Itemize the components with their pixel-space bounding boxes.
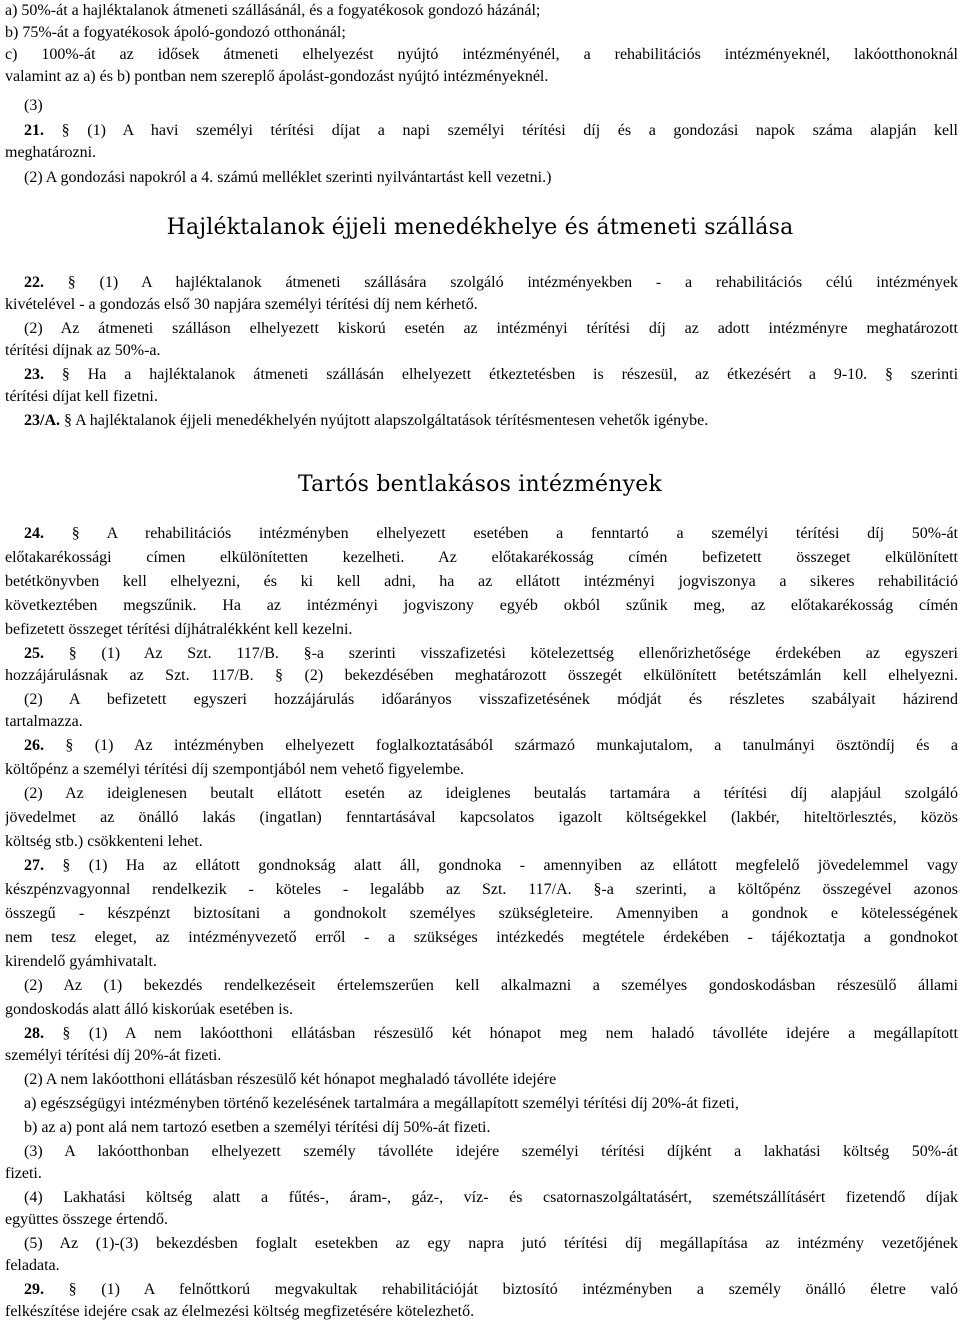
text-line: költőpénz a személyi térítési díj szempontjából nem vehető figyelembe. <box>5 761 464 778</box>
paragraph-26 <box>24 735 958 757</box>
text-line: a) 50%-át a hajléktalanok átmeneti szállásánál, és a fogyatékosok gondozó házánál; <box>5 2 541 19</box>
text-line: (2) A gondozási napokról a 4. számú melléklet szerinti nyilvántartást kell vezetni.) <box>24 169 552 186</box>
text-line: c) 100%-át az idősek átmeneti elhelyezést nyújtó intézményénél, a rehabilitációs intézményeknél, lakóotthonoknál <box>5 46 958 63</box>
text-line: térítési díjat kell fizetni. <box>5 388 158 405</box>
text-line: (5) Az (1)-(3) bekezdésben foglalt esetekben az egy napra jutó térítési díj megállapítása az intézmény vezetőjének <box>24 1235 958 1252</box>
text-line: hozzájárulásnak az Szt. 117/B. § (2) bekezdésében meghatározott összegét elkülönített betétszámlán kell elhelyezni. <box>5 667 958 684</box>
text-line: előtakarékossági címen elkülönítetten kezelheti. Az előtakarékosság címén befizetett összeget elkülönített <box>5 549 958 566</box>
paragraph-22 <box>24 272 958 294</box>
text-span: § (1) Az intézményben elhelyezett foglalkoztatásából származó munkajutalom, a tanulmányi ösztöndíj és a <box>65 737 958 754</box>
text-span: § (1) A felnőttkorú megvakultak rehabilitációját biztosító intézményben a személy önálló életre való <box>68 1281 958 1298</box>
section-number: 26. <box>24 737 44 754</box>
text-span: § (1) A nem lakóotthoni ellátásban részesülő két hónapot meg nem haladó távolléte idejére a megállapított <box>62 1025 958 1042</box>
paragraph-28 <box>24 1023 958 1045</box>
text-line: (2) Az ideiglenesen beutalt ellátott esetén az ideiglenes beutalás tartamára a térítési díj alapjául szolgáló <box>24 785 958 802</box>
section-number: 27. <box>24 857 44 874</box>
text-line: nem tesz eleget, az intézményvezető erről - a szükséges intézkedés megtétele érdekében - tájékoztatja a gondnokot <box>5 929 958 946</box>
text-line: (4) Lakhatási költség alatt a fűtés-, áram-, gáz-, víz- és csatornaszolgáltatásért, szemétszállításért fizetendő díjak <box>24 1189 958 1206</box>
paragraph-23 <box>24 364 958 386</box>
text-span: § Ha a hajléktalanok átmeneti szállásán elhelyezett étkeztetésben is részesül, az étkezésért a 9-10. § szerinti <box>61 366 958 383</box>
section-number: 23/A. <box>24 412 60 429</box>
text-line: b) az a) pont alá nem tartozó esetben a személyi térítési díj 50%-át fizeti. <box>24 1119 491 1136</box>
paragraph-29 <box>24 1279 958 1301</box>
text-line: befizetett összeget térítési díjhátralékként kell kezelni. <box>5 621 353 638</box>
paragraph-24 <box>24 523 958 545</box>
text-line: (3) <box>24 97 43 114</box>
text-line: a) egészségügyi intézményben történő kezelésének tartalmára a megállapított személyi térítési díj 20%-át fizeti, <box>24 1095 739 1112</box>
section-number: 25. <box>24 645 44 662</box>
text-line: költség stb.) csökkenteni lehet. <box>5 833 203 850</box>
section-heading: Hajléktalanok éjjeli menedékhelye és átmeneti szállása <box>166 215 794 240</box>
text-line: valamint az a) és b) pontban nem szereplő ápolást-gondozást nyújtó intézményeknél. <box>5 68 549 85</box>
text-line: kirendelő gyámhivatalt. <box>5 953 157 970</box>
text-line: meghatározni. <box>5 144 97 161</box>
text-line: gondoskodás alatt álló kiskorúak esetében is. <box>5 1001 293 1018</box>
section-number: 23. <box>24 366 44 383</box>
paragraph-21 <box>24 120 958 142</box>
section-number: 28. <box>24 1025 44 1042</box>
text-line: fizeti. <box>5 1165 42 1182</box>
text-span: § (1) Ha az ellátott gondnokság alatt áll, gondnoka - amennyiben az ellátott megfelelő jövedelemmel vagy <box>62 857 958 874</box>
paragraph-25 <box>24 643 958 665</box>
section-number: 22. <box>24 274 44 291</box>
text-line: b) 75%-át a fogyatékosok ápoló-gondozó otthonánál; <box>5 24 346 41</box>
text-line: (2) A nem lakóotthoni ellátásban részesülő két hónapot meghaladó távolléte idejére <box>24 1071 557 1088</box>
text-span: § (1) A hajléktalanok átmeneti szállására szolgáló intézményekben - a rehabilitációs célú intézmények <box>67 274 958 291</box>
text-span: § (1) A havi személyi térítési díjat a napi személyi térítési díj és a gondozási napok száma alapján kell <box>61 122 958 139</box>
text-line: (3) A lakóotthonban elhelyezett személy távolléte idejére személyi térítési díjként a lakhatási költség 50%-át <box>24 1143 958 1160</box>
text-line: (2) Az (1) bekezdés rendelkezéseit értelemszerűen kell alkalmazni a személyes gondoskodásban részesülő állami <box>24 977 958 994</box>
paragraph-27 <box>24 855 958 877</box>
section-number: 24. <box>24 525 44 542</box>
text-line: felkészítése idejére csak az élelmezési költség megfizetésére kötelezhető. <box>5 1303 475 1320</box>
text-line: személyi térítési díj 20%-át fizeti. <box>5 1047 222 1064</box>
text-line: feladata. <box>5 1257 60 1274</box>
text-line: tartalmazza. <box>5 713 83 730</box>
section-number: 29. <box>24 1281 44 1298</box>
paragraph-23a <box>24 410 958 432</box>
text-line: térítési díjnak az 50%-a. <box>5 342 161 359</box>
text-span: § (1) Az Szt. 117/B. §-a szerinti visszafizetési kötelezettség ellenőrizhetősége érdekében az egyszeri <box>68 645 958 662</box>
text-line: betétkönyvben kell elhelyezni, és ki kell adni, ha az ellátott intézményi jogviszonya a sikeres rehabilitáció <box>5 573 958 590</box>
text-line: következtében megszűnik. Ha az intézményi jogviszony egyéb okból szűnik meg, az előtakarékosság címén <box>5 597 958 614</box>
section-heading: Tartós bentlakásos intézmények <box>298 472 662 497</box>
text-line: (2) A befizetett egyszeri hozzájárulás időarányos visszafizetésének módját és részletes szabályait házirend <box>24 691 958 708</box>
text-line: együttes összege értendő. <box>5 1211 169 1228</box>
section-number: 21. <box>24 122 44 139</box>
text-line: jövedelmet az önálló lakás (ingatlan) fenntartásával kapcsolatos igazolt költségekkel (lakbér, hiteltörlesztés, közös <box>5 809 958 826</box>
text-span: § A rehabilitációs intézményben elhelyezett esetében a fenntartó a személyi térítési díj 50%-át <box>71 525 958 542</box>
text-line: összegű - készpénzt biztosítani a gondnokolt személyes szükségleteire. Amennyiben a gondnok e kötelességének <box>5 905 958 922</box>
text-line: (2) Az átmeneti szálláson elhelyezett kiskorú esetén az intézményi térítési díj az adott intézményre meghatározott <box>24 320 958 337</box>
text-line: kivételével - a gondozás első 30 napjára személyi térítési díj nem kérhető. <box>5 296 478 313</box>
text-span: § A hajléktalanok éjjeli menedékhelyén nyújtott alapszolgáltatások térítésmentesen vehetők igénybe. <box>64 412 709 429</box>
text-line: készpénzvagyonnal rendelkezik - köteles - legalább az Szt. 117/A. §-a szerinti, a költőpénz összegével azonos <box>5 881 958 898</box>
